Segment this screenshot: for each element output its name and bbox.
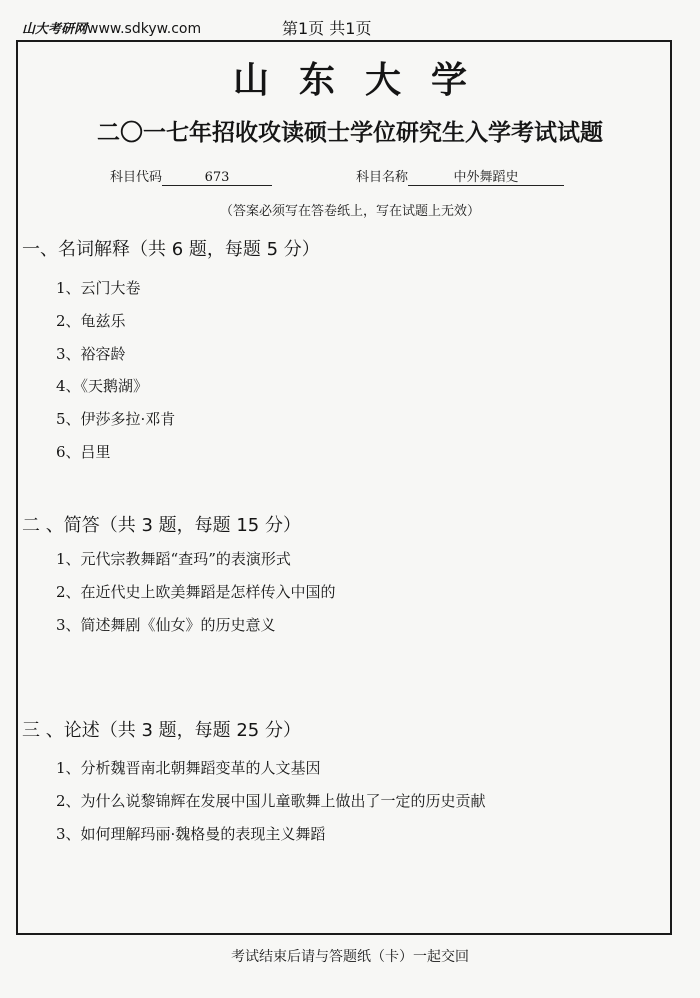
question-item: 3、裕容龄 [56, 345, 126, 363]
exam-title: 二〇一七年招收攻读硕士学位研究生入学考试试题 [97, 119, 603, 146]
question-item: 2、在近代史上欧美舞蹈是怎样传入中国的 [56, 583, 336, 601]
question-item: 1、分析魏晋南北朝舞蹈变革的人文基因 [56, 759, 321, 777]
section-heading: 三 、论述（共 3 题，每题 25 分） [22, 720, 301, 741]
subject-code-value: 673 [162, 170, 272, 186]
subject-code [110, 166, 272, 186]
question-item: 5、伊莎多拉·邓肯 [56, 410, 176, 428]
question-item: 6、吕里 [56, 443, 111, 461]
section-heading: 一、名词解释（共 6 题，每题 5 分） [22, 239, 320, 260]
site-brand: 山大考研网 [22, 22, 88, 37]
question-item: 2、为什么说黎锦辉在发展中国儿童歌舞上做出了一定的历史贡献 [56, 792, 486, 810]
question-item: 3、如何理解玛丽·魏格曼的表现主义舞蹈 [56, 825, 326, 843]
header-site [22, 18, 201, 37]
footer-note: 考试结束后请与答题纸（卡）一起交回 [231, 949, 469, 965]
subject-code-label: 科目代码 [110, 170, 163, 185]
page-info: 第1页 共1页 [282, 19, 372, 38]
university-name: 山东大学 [232, 59, 497, 101]
question-item: 1、云门大卷 [56, 279, 141, 297]
question-item: 1、元代宗教舞蹈“查玛”的表演形式 [56, 550, 291, 568]
subject-name-label: 科目名称 [356, 170, 409, 185]
question-item: 4、《天鹅湖》 [56, 377, 149, 395]
answer-note: （答案必须写在答卷纸上，写在试题上无效） [219, 204, 480, 219]
question-item: 2、龟兹乐 [56, 312, 126, 330]
subject-name-value: 中外舞蹈史 [408, 166, 564, 186]
site-url: www.sdkyw.com [87, 21, 202, 37]
question-item: 3、简述舞剧《仙女》的历史意义 [56, 616, 276, 634]
subject-name [356, 166, 564, 186]
section-heading: 二 、简答（共 3 题，每题 15 分） [22, 515, 301, 536]
